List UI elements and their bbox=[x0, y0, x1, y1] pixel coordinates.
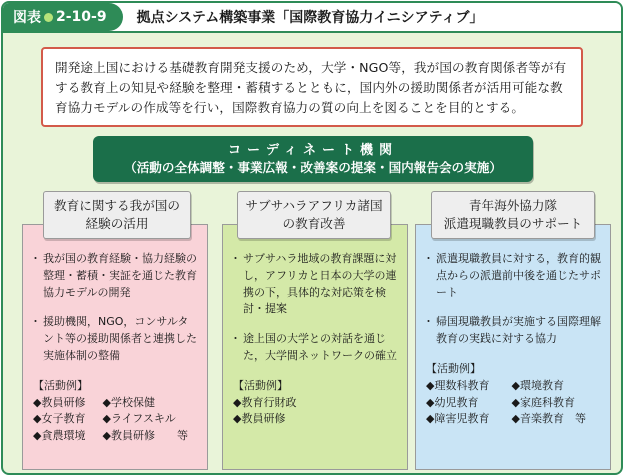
column-jocv-teachers bbox=[415, 224, 611, 470]
coordinator-title: コーディネート機関 bbox=[228, 142, 398, 158]
column-head-line: 教育に関する我が国の bbox=[54, 198, 180, 213]
example-item: ◆教育行財政 bbox=[233, 395, 297, 409]
example-item: ◆幼児教育 bbox=[426, 395, 479, 409]
example-item: ◆教員研修 bbox=[33, 395, 86, 409]
list-item: ・ サブサハラ地域の教育課題に対し，アフリカと日本の大学の連携の下，具体的な対応策を検討・提案 bbox=[233, 251, 399, 318]
column-head-subsaharan-africa bbox=[237, 191, 391, 239]
column-head-japan-experience bbox=[43, 191, 191, 239]
example-item: ◆ライフスキル bbox=[102, 412, 176, 426]
list-item: ・ 途上国の大学との対話を通じた，大学間ネットワークの確立 bbox=[233, 331, 399, 365]
list-item: ・ 派遣現職教員に対する，教育的観点からの派遣前中後を通じたサポート bbox=[426, 251, 602, 301]
examples-title: 【活動例】 bbox=[426, 361, 481, 375]
examples-grid bbox=[33, 395, 199, 445]
examples-grid bbox=[426, 378, 602, 428]
list-item: ・ 我が国の教育経験・協力経験の整理・蓄積・実証を通じた教育協力モデルの開発 bbox=[33, 251, 199, 301]
example-item: ◆音楽教育 等 bbox=[511, 412, 586, 426]
figure-header bbox=[3, 3, 621, 33]
coordinator-subtitle: （活動の全体調整・事業広報・改善案の提案・国内報告会の実施） bbox=[124, 159, 502, 175]
bullet-dot-icon bbox=[44, 13, 53, 22]
column-japan-experience bbox=[22, 224, 208, 470]
example-item: ◆家庭科教育 bbox=[511, 395, 575, 409]
purpose-text: 開発途上国における基礎教育開発支援のため，大学・NGO等，我が国の教育関係者等が有する教育上の知見や経験を整理・蓄積するとともに，国内外の援助関係者が活用可能な教育協力モデルの作成等を行い，国際教育協力の質の向上を図ることを目的とする。 bbox=[55, 60, 567, 115]
example-item: ◆環境教育 bbox=[511, 378, 564, 392]
figure-label-tab bbox=[3, 3, 123, 31]
example-item: ◆障害児教育 bbox=[426, 412, 490, 426]
list-item: ・ 援助機関，NGO，コンサルタント等の援助関係者と連携した実施体制の整備 bbox=[33, 314, 199, 364]
bullet-list bbox=[426, 251, 602, 348]
coordinator-box bbox=[93, 136, 533, 182]
bullet-list bbox=[33, 251, 199, 365]
column-head-line: サブサハラアフリカ諸国 bbox=[245, 198, 383, 213]
column-subsaharan-africa bbox=[222, 224, 408, 470]
example-item: ◆女子教育 bbox=[33, 412, 86, 426]
column-head-line: 青年海外協力隊 bbox=[468, 198, 558, 213]
column-head-line: 経験の活用 bbox=[85, 216, 149, 231]
figure-label: 図表 bbox=[13, 10, 41, 26]
example-item: ◆教員研修 bbox=[233, 412, 286, 426]
list-item: ・ 帰国現職教員が実施する国際理解教育の実践に対する協力 bbox=[426, 314, 602, 348]
example-item: ◆学校保健 bbox=[102, 395, 155, 409]
figure-frame bbox=[1, 1, 623, 475]
figure-title: 拠点システム構築事業「国際教育協力イニシアティブ」 bbox=[136, 10, 484, 26]
example-item: ◆理数科教育 bbox=[426, 378, 490, 392]
examples-list bbox=[233, 395, 399, 429]
example-item: ◆貪農環境 bbox=[33, 429, 86, 443]
example-item: ◆教員研修 等 bbox=[102, 429, 188, 443]
examples-title: 【活動例】 bbox=[233, 378, 288, 392]
purpose-box bbox=[41, 47, 583, 127]
examples-title: 【活動例】 bbox=[33, 378, 88, 392]
figure-number: 2-10-9 bbox=[56, 9, 107, 25]
column-head-jocv-teachers bbox=[431, 191, 595, 239]
column-head-line: 派遣現職教員のサポート bbox=[443, 216, 583, 231]
bullet-list bbox=[233, 251, 399, 365]
column-head-line: の教育改善 bbox=[282, 216, 346, 231]
